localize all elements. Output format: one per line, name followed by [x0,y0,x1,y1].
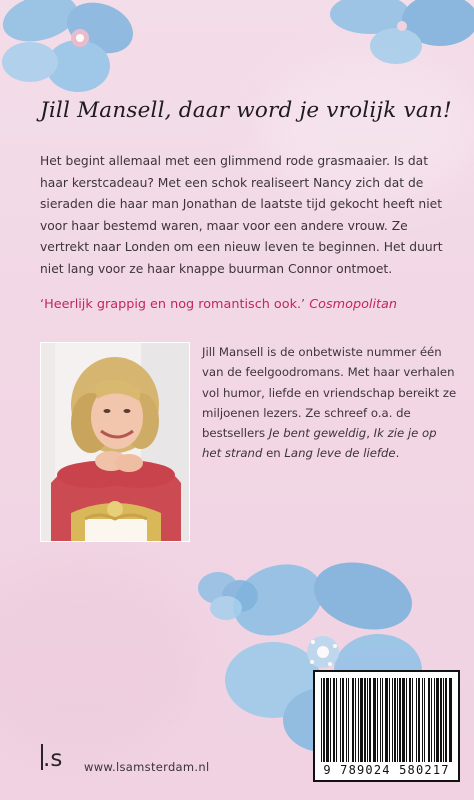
barcode-bar [394,678,396,762]
barcode-bar [449,678,452,762]
barcode-bar [445,678,447,762]
quote-text: ‘Heerlijk grappig en nog romantisch ook.’ [40,297,306,312]
barcode-bars [317,678,456,762]
review-quote [40,297,450,312]
bio-book-title: Je bent geweldig [268,426,367,441]
barcode-bar [342,678,344,762]
barcode-bar [412,678,413,762]
flower-icon [0,0,150,100]
barcode-bar [436,678,439,762]
barcode-bar [418,678,420,762]
barcode-bar [409,678,411,762]
barcode-bar [424,678,425,762]
barcode-bar [340,678,341,762]
flower-icon [196,566,260,622]
barcode-bar [333,678,335,762]
publisher-logo [41,744,62,772]
isbn-number: 9 789024 580217 [323,763,450,777]
flower-icon [330,0,474,72]
barcode-bar [323,678,325,762]
quote-source: Cosmopolitan [309,297,397,312]
barcode-bar [392,678,393,762]
barcode-bar [422,678,423,762]
bio-book-title: Ik zie je op het strand [202,426,437,461]
barcode-bar [406,678,407,762]
barcode-bar [431,678,432,762]
barcode-bar [382,678,383,762]
barcode-bar [434,678,435,762]
barcode-bar [348,678,349,762]
barcode-bar [377,678,378,762]
barcode-bar [321,678,322,762]
barcode-bar [380,678,381,762]
barcode-bar [355,678,356,762]
bio-book-title: Lang leve de liefde [284,446,396,461]
barcode-bar [385,678,388,762]
author-photo [40,342,190,542]
barcode-bar [360,678,363,762]
author-bio [202,342,458,464]
barcode-bar [389,678,390,762]
barcode-bar [346,678,347,762]
barcode-bar [440,678,442,762]
bio-end: . [395,446,400,461]
barcode-bar [330,678,331,762]
barcode-bar [416,678,417,762]
barcode-bar [399,678,401,762]
barcode-bar [369,678,371,762]
bio-intro: Jill Mansell is de onbetwiste nummer één van de feelgoodromans. Met haar verhalen vol humor, liefde en vriendschap bereikt ze miljoenen lezers. Ze schreef o.a. de bestsellers [202,345,457,441]
logo-letter-s: s [50,746,63,772]
barcode-bar [352,678,354,762]
barcode-bar [397,678,398,762]
barcode-bar [326,678,329,762]
barcode-bar [373,678,376,762]
barcode-bar [367,678,368,762]
barcode-bar [336,678,337,762]
bio-separator: en [262,446,285,461]
barcode [313,670,460,782]
barcode-bar [443,678,444,762]
logo-dot: . [43,746,51,772]
bio-separator: , [366,426,374,441]
publisher-website: www.lsamsterdam.nl [84,760,210,774]
barcode-bar [428,678,430,762]
background-wash [0,560,200,760]
barcode-bar [402,678,405,762]
tagline: Jill Mansell, daar word je vrolijk van! [40,98,452,123]
barcode-bar [364,678,366,762]
blurb-text: Het begint allemaal met een glimmend rode grasmaaier. Is dat haar kerstcadeau? Met een schok realiseert Nancy zich dat de sieraden die haar man Jonathan de laatste tijd gekocht heeft niet voor haar bestemd waren, maar voor een andere vrouw. Ze vertrekt naar Londen om een nieuw leven te beginnen. Het duurt niet lang voor ze haar knappe buurman Connor ontmoet. [40,154,443,276]
barcode-bar [358,678,359,762]
